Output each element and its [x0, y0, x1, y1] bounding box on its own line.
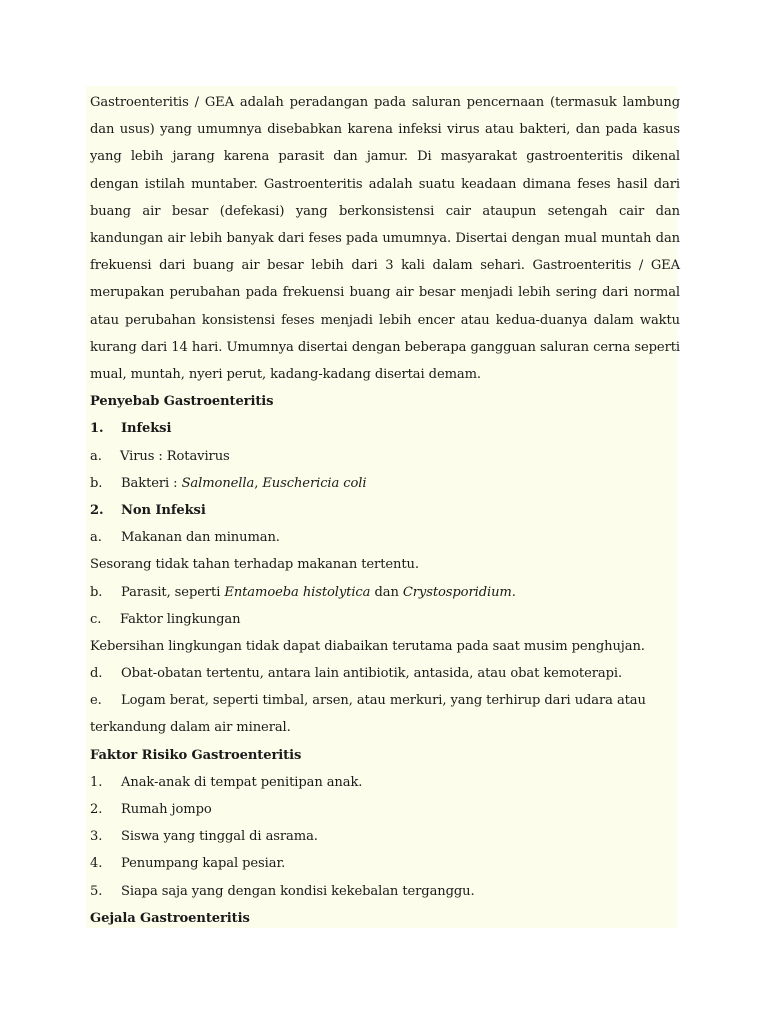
connector-text: dan [370, 584, 403, 600]
document-body [90, 89, 680, 932]
italic-term: Entamoeba histolytica [224, 584, 371, 600]
list-number: 5. [90, 883, 103, 899]
list-item-label: Non Infeksi [121, 502, 206, 518]
list-number: 2. [90, 802, 103, 818]
section-heading-penyebab: Penyebab Gastroenteritis [90, 394, 274, 410]
list-number: 1. [90, 774, 103, 790]
note-text: Sesorang tidak tahan terhadap makanan tertentu. [90, 557, 419, 573]
list-item-continuation: terkandung dalam air mineral. [90, 720, 291, 736]
list-item-text: Obat-obatan tertentu, antara lain antibiotik, antasida, atau obat kemoterapi. [121, 666, 623, 682]
list-marker: b. [90, 584, 103, 600]
list-number: 1. [90, 421, 104, 437]
section-heading-faktor-risiko: Faktor Risiko Gastroenteritis [90, 747, 302, 763]
list-item-non-infeksi [90, 497, 680, 524]
list-item-text: Makanan dan minuman. [121, 530, 280, 546]
list-item-label: Infeksi [121, 421, 172, 437]
separator-text: , [254, 475, 263, 491]
list-item-text: Logam berat, seperti timbal, arsen, atau merkuri, yang terhirup dari udara atau [121, 693, 646, 709]
list-item-non-infeksi-a [90, 524, 680, 551]
list-item-text: Siswa yang tinggal di asrama. [121, 829, 318, 845]
list-item-text: Anak-anak di tempat penitipan anak. [121, 774, 363, 790]
list-item-risk [90, 878, 680, 905]
list-number: 2. [90, 502, 104, 518]
list-item-risk [90, 823, 680, 850]
list-item-text: Bakteri : [121, 475, 182, 491]
list-item-risk [90, 796, 680, 823]
italic-term: Crystosporidium [402, 584, 512, 600]
list-item-infeksi-a [90, 443, 680, 470]
list-item-text: Rumah jompo [121, 802, 212, 818]
list-number: 4. [90, 856, 103, 872]
list-item-text: Penumpang kapal pesiar. [121, 856, 286, 872]
list-item-non-infeksi-c [90, 606, 680, 633]
list-item-risk [90, 769, 680, 796]
italic-term: Euschericia coli [262, 475, 367, 491]
section-heading-gejala: Gejala Gastroenteritis [90, 910, 250, 926]
list-item-text: Parasit, seperti [121, 584, 225, 600]
list-marker: c. [90, 611, 102, 627]
intro-paragraph: Gastroenteritis / GEA adalah peradangan pada saluran pencernaan (termasuk lambung dan usus) yang umumnya disebabkan karena infeksi virus atau bakteri, dan pada kasus yang lebih jarang karena parasit dan jamur. Di masyarakat gastroenteritis dikenal dengan istilah muntaber. Gastroenteritis adalah suatu keadaan dimana feses hasil dari buang air besar (defekasi) yang berkonsistensi cair ataupun setengah cair dan kandungan air lebih banyak dari feses pada umumnya. Disertai dengan mual muntah dan frekuensi dari buang air besar lebih dari 3 kali dalam sehari. Gastroenteritis / GEA merupakan perubahan pada frekuensi buang air besar menjadi lebih sering dari normal atau perubahan konsistensi feses menjadi lebih encer atau kedua-duanya dalam waktu kurang dari 14 hari. Umumnya disertai dengan beberapa gangguan saluran cerna seperti mual, muntah, nyeri perut, kadang-kadang disertai demam. [90, 95, 680, 383]
list-item-infeksi [90, 415, 680, 442]
list-marker: a. [90, 530, 102, 546]
punctuation: . [511, 584, 516, 600]
list-item-text: Faktor lingkungan [120, 611, 241, 627]
list-item-non-infeksi-d [90, 660, 680, 687]
list-item-non-infeksi-e [90, 687, 680, 714]
list-marker: a. [90, 448, 102, 464]
italic-term: Salmonella [181, 475, 255, 491]
list-marker: e. [90, 693, 102, 709]
list-item-non-infeksi-b [90, 579, 680, 606]
list-number: 3. [90, 829, 103, 845]
note-text: Kebersihan lingkungan tidak dapat diabaikan terutama pada saat musim penghujan. [90, 638, 645, 654]
list-item-infeksi-b [90, 470, 680, 497]
list-marker: b. [90, 475, 103, 491]
list-item-text: Virus : Rotavirus [120, 448, 230, 464]
list-marker: d. [90, 666, 103, 682]
list-item-text: Siapa saja yang dengan kondisi kekebalan terganggu. [121, 883, 475, 899]
list-item-risk [90, 850, 680, 877]
